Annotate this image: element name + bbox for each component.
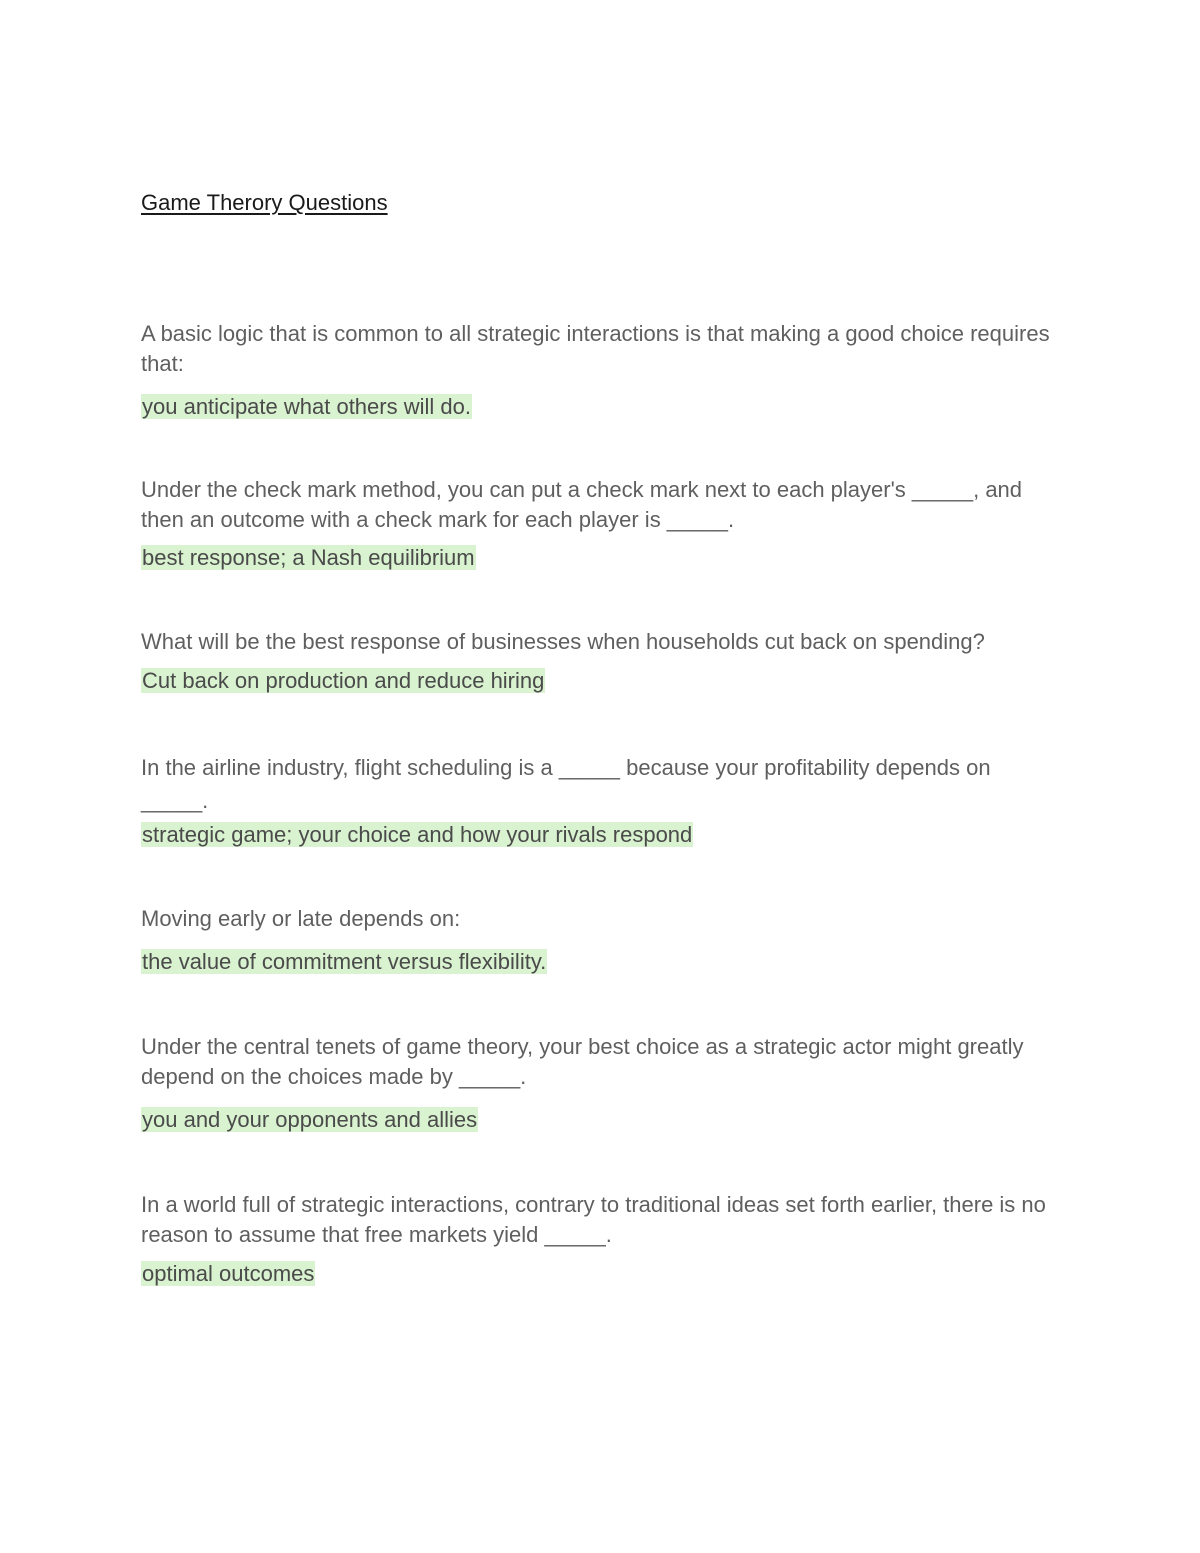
answer-6 [141, 1106, 478, 1134]
answer-7-highlight: optimal outcomes [142, 1261, 315, 1286]
answer-3-highlight: Cut back on production and reduce hiring [142, 668, 545, 693]
question-5: Moving early or late depends on: [141, 906, 461, 931]
answer-1-highlight: you anticipate what others will do. [142, 394, 471, 419]
answer-2-highlight: best response; a Nash equilibrium [142, 545, 475, 570]
answer-7 [141, 1260, 315, 1288]
answer-6-highlight: you and your opponents and allies [142, 1107, 478, 1132]
question-3: What will be the best response of businesses when households cut back on spending? [141, 629, 985, 654]
answer-5 [141, 948, 547, 976]
answer-4 [141, 821, 693, 849]
question-2: Under the check mark method, you can put a check mark next to each player's _____, and then an outcome with a check mark for each player is _____. [141, 477, 1023, 532]
document-title: Game Therory Questions [141, 190, 388, 215]
answer-5-highlight: the value of commitment versus flexibility. [142, 949, 547, 974]
answer-4-highlight: strategic game; your choice and how your rivals respond [142, 822, 693, 847]
question-1: A basic logic that is common to all strategic interactions is that making a good choice requires that: [141, 321, 1050, 376]
question-7: In a world full of strategic interactions, contrary to traditional ideas set forth earlier, there is no reason to assume that free markets yield _____. [141, 1192, 1046, 1247]
answer-1 [141, 393, 472, 421]
answer-3 [141, 667, 545, 695]
question-4: In the airline industry, flight scheduling is a _____ because your profitability depends on _____. [141, 755, 991, 813]
answer-2 [141, 544, 476, 572]
question-6: Under the central tenets of game theory, your best choice as a strategic actor might greatly depend on the choices made by _____. [141, 1034, 1024, 1089]
